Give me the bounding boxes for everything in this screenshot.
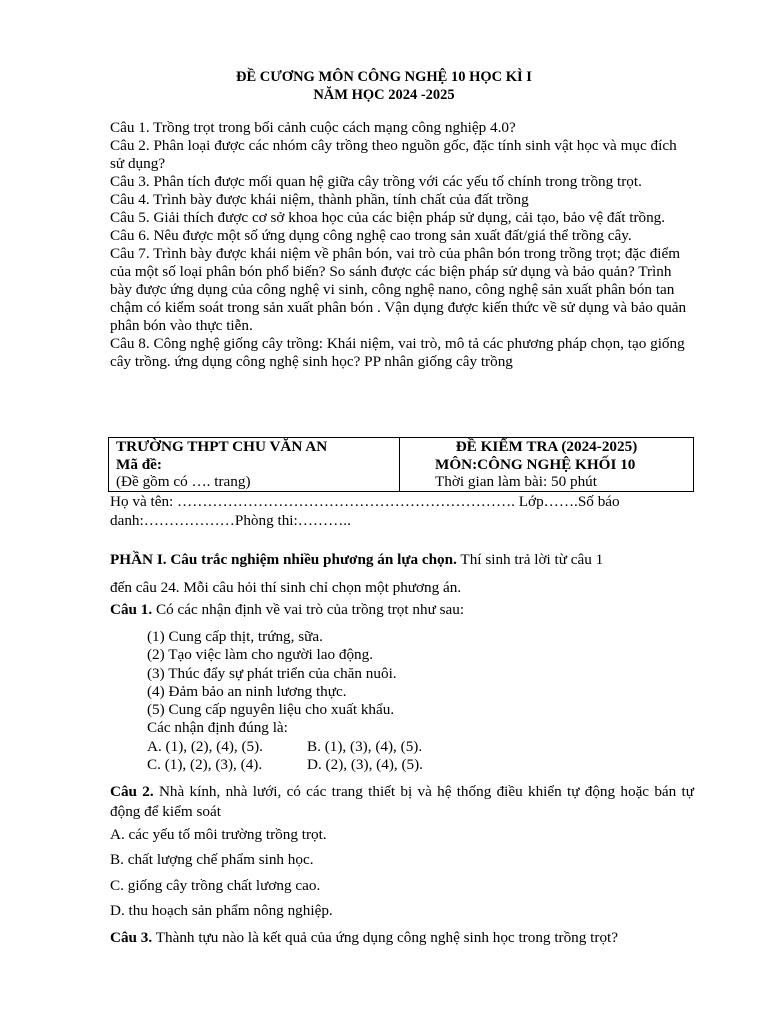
document-title: ĐỀ CƯƠNG MÔN CÔNG NGHỆ 10 HỌC KÌ I bbox=[236, 69, 532, 85]
outline-item: Câu 6. Nêu được một số ứng dụng công nghệ cao trong sản xuất đất/giá thể trồng cây. bbox=[110, 227, 632, 244]
student-id-line: danh:………………Phòng thi:……….. bbox=[110, 512, 351, 529]
answer-option-d: D. thu hoạch sản phẩm nông nghiệp. bbox=[110, 901, 333, 919]
outline-item: Câu 2. Phân loại được các nhóm cây trồng theo nguồn gốc, đặc tính sinh vật học và mục đích sử dụng? bbox=[110, 137, 677, 172]
school-name: TRƯỜNG THPT CHU VĂN AN bbox=[116, 438, 328, 455]
answer-option-d: D. (2), (3), (4), (5). bbox=[307, 756, 423, 774]
answer-option-c: C. giống cây trồng chất lương cao. bbox=[110, 876, 321, 894]
exam-code-label: Mã đề: bbox=[116, 455, 162, 473]
statement: (1) Cung cấp thịt, trứng, sữa. bbox=[147, 628, 323, 645]
statement: (4) Đảm bảo an ninh lương thực. bbox=[147, 682, 347, 700]
exam-subject: MÔN:CÔNG NGHỆ KHỐI 10 bbox=[435, 455, 636, 473]
exam-title: ĐỀ KIỂM TRA (2024-2025) bbox=[455, 438, 638, 455]
answer-option-c: C. (1), (2), (3), (4). bbox=[147, 756, 263, 774]
question-text: Nhà kính, nhà lưới, có các trang thiết bị và hệ thống điều khiển tự động hoặc bán tự động để kiểm soát bbox=[110, 783, 694, 820]
question-1 bbox=[110, 601, 694, 619]
outline-item: Câu 5. Giải thích được cơ sở khoa học của các biện pháp sử dụng, cải tạo, bảo vệ đất trồng. bbox=[110, 209, 666, 226]
outline-item: Câu 7. Trình bày được khái niệm về phân bón, vai trò của phân bón trong trồng trọt; đặc điểm của một số loại phân bón phổ biến? So sánh được các biện pháp sử dụng và bảo quản? Trình bày được ứng dụng của công nghệ vi sinh, công nghệ nano, công nghệ sản xuất phân bón tan chậm có kiểm soát trong sản xuất phân bón . Vận dụng được kiến thức về sử dụng và bảo quản phân bón vào thực tiễn. bbox=[110, 245, 687, 334]
question-label: Câu 1. bbox=[110, 601, 153, 618]
student-info bbox=[110, 492, 694, 530]
answer-option-b: B. chất lượng chế phẩm sinh học. bbox=[110, 851, 314, 869]
part1-instruction-cont: đến câu 24. Mỗi câu hỏi thí sinh chỉ chọn một phương án. bbox=[110, 579, 462, 596]
statement: (5) Cung cấp nguyên liệu cho xuất khẩu. bbox=[147, 701, 395, 719]
answer-option-b: B. (1), (3), (4), (5). bbox=[307, 737, 423, 755]
school-year: NĂM HỌC 2024 -2025 bbox=[313, 87, 455, 103]
outline-item: Câu 4. Trình bày được khái niệm, thành phần, tính chất của đất trồng bbox=[110, 191, 529, 208]
part1-instruction: Thí sinh trả lời từ câu 1 bbox=[456, 551, 604, 568]
pages-note: (Đề gồm có …. trang) bbox=[116, 473, 251, 490]
part1-heading: PHẦN I. Câu trắc nghiệm nhiều phương án lựa chọn. bbox=[110, 551, 457, 568]
part1-intro bbox=[110, 546, 694, 602]
outline-item: Câu 3. Phân tích được mối quan hệ giữa cây trồng với các yếu tố chính trong trồng trọt. bbox=[110, 173, 642, 190]
question-text: Thành tựu nào là kết quả của ứng dụng công nghệ sinh học trong trồng trọt? bbox=[152, 929, 619, 946]
statement: (3) Thúc đẩy sự phát triển của chăn nuôi. bbox=[147, 664, 397, 682]
outline-item: Câu 8. Công nghệ giống cây trồng: Khái niệm, vai trò, mô tả các phương pháp chọn, tạo giống cây trồng. ứng dụng công nghệ sinh học? PP nhân giống cây trồng bbox=[110, 335, 685, 370]
answer-option-a: A. các yếu tố môi trường trồng trọt. bbox=[110, 826, 327, 843]
question-prompt: Các nhận định đúng là: bbox=[147, 719, 288, 737]
exam-header-left bbox=[109, 438, 400, 492]
options-row bbox=[147, 756, 687, 774]
question-3 bbox=[110, 929, 694, 947]
student-name-line: Họ và tên: …………………………………………………………. Lớp…….Số báo bbox=[110, 493, 620, 510]
options-row bbox=[147, 738, 687, 756]
exam-header-right bbox=[400, 438, 694, 492]
question-1-statements bbox=[147, 628, 687, 774]
exam-header-table bbox=[108, 437, 694, 492]
question-label: Câu 2. bbox=[110, 783, 154, 800]
outline-item: Câu 1. Trồng trọt trong bối cảnh cuộc cách mạng công nghiệp 4.0? bbox=[110, 119, 516, 136]
question-label: Câu 3. bbox=[110, 929, 153, 946]
exam-duration: Thời gian làm bài: 50 phút bbox=[435, 473, 597, 490]
statement: (2) Tạo việc làm cho người lao động. bbox=[147, 646, 374, 664]
question-2-options bbox=[110, 826, 694, 927]
question-text: Có các nhận định về vai trò của trồng trọt như sau: bbox=[152, 601, 465, 618]
answer-option-a: A. (1), (2), (4), (5). bbox=[147, 737, 263, 755]
question-2 bbox=[110, 782, 694, 821]
outline-list bbox=[110, 119, 694, 371]
